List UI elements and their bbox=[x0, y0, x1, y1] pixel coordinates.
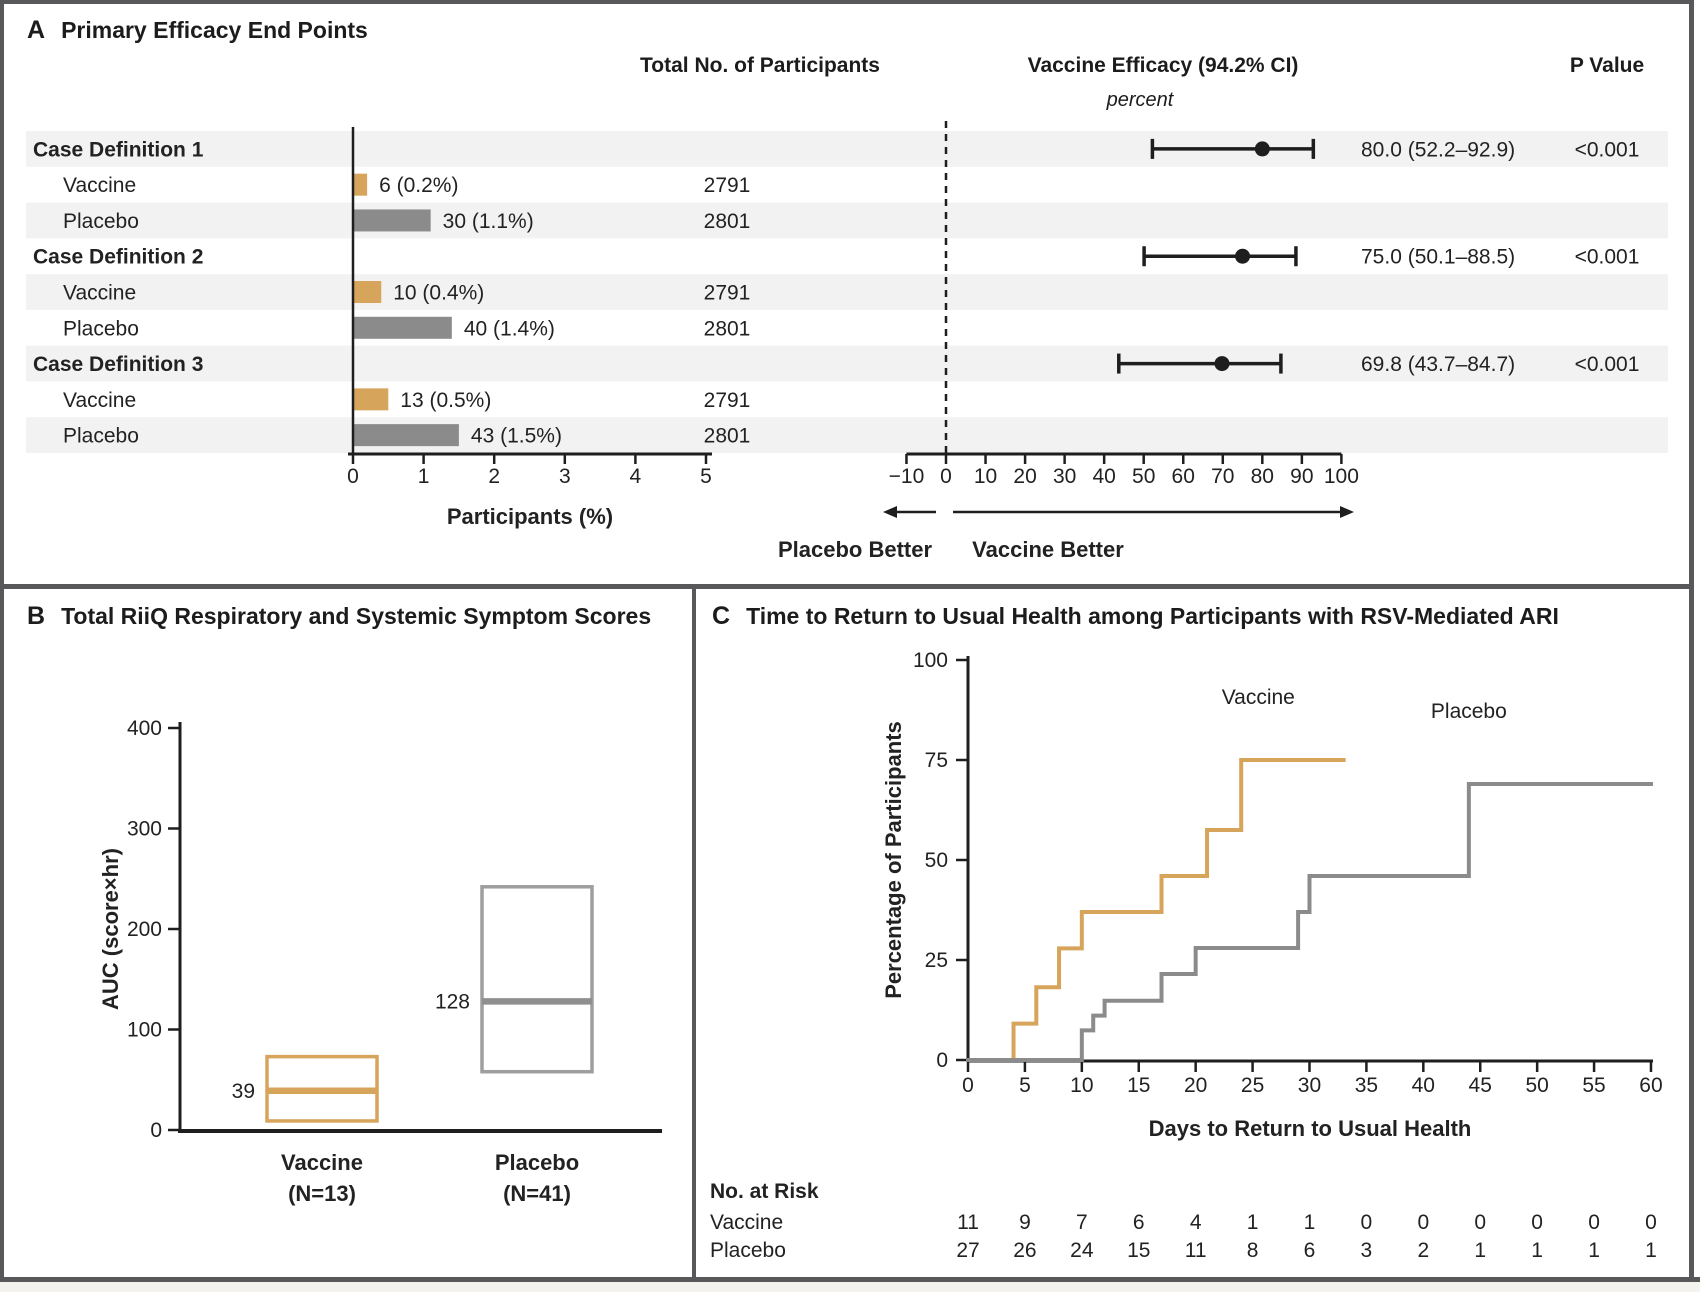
row-label-arm: Placebo bbox=[63, 209, 139, 233]
placebo-category-label: Placebo bbox=[494, 1150, 580, 1175]
panel-a-letter: A bbox=[27, 16, 46, 44]
risk-value: 1 bbox=[1588, 1239, 1600, 1262]
ci-point-estimate bbox=[1255, 141, 1270, 156]
km-x-tick-label: 20 bbox=[1183, 1074, 1208, 1097]
total-n-value: 2791 bbox=[703, 388, 751, 412]
risk-value: 8 bbox=[1246, 1239, 1259, 1262]
placebo-bar bbox=[353, 317, 452, 339]
box-y-tick-label: 0 bbox=[150, 1119, 162, 1142]
placebo-curve-label: Placebo bbox=[1430, 700, 1507, 723]
risk-row-label: Vaccine bbox=[710, 1211, 784, 1234]
ci-point-estimate bbox=[1235, 249, 1250, 264]
km-y-tick-label: 50 bbox=[924, 849, 948, 872]
risk-value: 4 bbox=[1189, 1211, 1202, 1234]
ci-point-estimate bbox=[1214, 356, 1229, 371]
risk-value: 24 bbox=[1070, 1239, 1094, 1262]
panel-b-letter: B bbox=[27, 602, 46, 630]
column-header-percent: percent bbox=[1106, 89, 1174, 111]
vaccine-n-label: (N=13) bbox=[288, 1181, 356, 1206]
vaccine-curve-label: Vaccine bbox=[1221, 686, 1295, 709]
km-x-tick-label: 35 bbox=[1354, 1074, 1379, 1097]
forest-axis-tick-label: 100 bbox=[1323, 465, 1359, 488]
km-y-tick-label: 100 bbox=[912, 649, 948, 672]
bar-axis-tick-label: 5 bbox=[700, 465, 712, 488]
row-label-group: Case Definition 3 bbox=[33, 353, 204, 377]
risk-value: 0 bbox=[1531, 1211, 1543, 1234]
forest-axis-tick-label: 0 bbox=[940, 465, 952, 488]
row-band bbox=[26, 203, 1668, 239]
row-band bbox=[26, 417, 1668, 453]
km-y-axis-title: Percentage of Participants bbox=[881, 721, 906, 999]
vaccine-bar bbox=[353, 388, 388, 410]
km-x-axis-title: Days to Return to Usual Health bbox=[1148, 1116, 1472, 1141]
panel-c-letter: C bbox=[712, 602, 731, 630]
column-header-vaccine-efficacy: Vaccine Efficacy (94.2% CI) bbox=[1027, 54, 1299, 77]
risk-value: 0 bbox=[1474, 1211, 1487, 1234]
vaccine-median-value: 39 bbox=[231, 1079, 255, 1103]
row-band bbox=[26, 274, 1668, 310]
vaccine-better-label: Vaccine Better bbox=[972, 537, 1124, 562]
bar-value-label: 30 (1.1%) bbox=[442, 209, 534, 233]
row-label-arm: Vaccine bbox=[63, 388, 137, 412]
risk-value: 1 bbox=[1474, 1239, 1487, 1262]
forest-axis-tick-label: 70 bbox=[1211, 465, 1235, 488]
placebo-better-arrowhead bbox=[883, 506, 897, 518]
total-n-value: 2801 bbox=[703, 424, 751, 448]
risk-value: 3 bbox=[1360, 1239, 1373, 1262]
bar-value-label: 43 (1.5%) bbox=[470, 424, 562, 448]
km-y-tick-label: 0 bbox=[936, 1049, 948, 1072]
km-y-tick-label: 25 bbox=[924, 949, 948, 972]
bar-value-label: 10 (0.4%) bbox=[393, 281, 485, 305]
risk-value: 7 bbox=[1075, 1211, 1088, 1234]
km-x-tick-label: 60 bbox=[1639, 1074, 1663, 1097]
km-y-tick-label: 75 bbox=[924, 749, 948, 772]
box-y-tick-label: 100 bbox=[126, 1018, 162, 1042]
forest-axis-tick-label: 60 bbox=[1171, 465, 1195, 488]
risk-value: 9 bbox=[1019, 1211, 1031, 1234]
placebo-n-label: (N=41) bbox=[503, 1181, 571, 1206]
risk-value: 26 bbox=[1013, 1239, 1037, 1262]
column-header-p-value: P Value bbox=[1569, 54, 1645, 77]
km-x-tick-label: 30 bbox=[1297, 1074, 1322, 1097]
p-value: <0.001 bbox=[1574, 245, 1640, 269]
forest-axis-tick-label: 40 bbox=[1092, 465, 1116, 488]
risk-value: 6 bbox=[1303, 1239, 1316, 1262]
risk-value: 15 bbox=[1127, 1239, 1151, 1262]
bar-axis-title: Participants (%) bbox=[446, 504, 614, 529]
risk-value: 1 bbox=[1531, 1239, 1543, 1262]
row-label-arm: Placebo bbox=[63, 424, 139, 448]
row-label-arm: Vaccine bbox=[63, 281, 137, 305]
forest-axis-tick-label: 80 bbox=[1250, 465, 1274, 488]
panel-c-title-text: Time to Return to Usual Health among Participants with RSV-Mediated ARI bbox=[746, 603, 1559, 629]
forest-axis-tick-label: 90 bbox=[1290, 465, 1314, 488]
box-y-tick-label: 300 bbox=[126, 817, 162, 841]
p-value: <0.001 bbox=[1574, 353, 1640, 377]
efficacy-value: 75.0 (50.1–88.5) bbox=[1361, 245, 1516, 269]
box-y-tick-label: 400 bbox=[126, 717, 162, 740]
forest-axis-tick-label: 50 bbox=[1132, 465, 1156, 488]
km-x-tick-label: 45 bbox=[1468, 1074, 1492, 1097]
km-x-tick-label: 40 bbox=[1411, 1074, 1435, 1097]
placebo-median-value: 128 bbox=[434, 990, 470, 1014]
placebo-box bbox=[482, 887, 592, 1072]
bar-value-label: 13 (0.5%) bbox=[400, 388, 492, 412]
row-label-arm: Vaccine bbox=[63, 174, 137, 198]
forest-axis-tick-label: 30 bbox=[1052, 465, 1077, 488]
km-x-tick-label: 0 bbox=[962, 1074, 974, 1097]
placebo-better-label: Placebo Better bbox=[777, 537, 933, 562]
risk-value: 0 bbox=[1417, 1211, 1430, 1234]
total-n-value: 2801 bbox=[703, 209, 751, 233]
vaccine-bar bbox=[353, 174, 367, 196]
vaccine-better-arrowhead bbox=[1340, 506, 1354, 518]
risk-value: 11 bbox=[957, 1211, 979, 1234]
box-y-tick-label: 200 bbox=[126, 918, 162, 941]
km-x-tick-label: 15 bbox=[1127, 1074, 1151, 1097]
km-x-tick-label: 25 bbox=[1240, 1074, 1265, 1097]
box-y-axis-title: AUC (score×hr) bbox=[98, 848, 123, 1010]
bar-axis-tick-label: 0 bbox=[347, 465, 359, 488]
vaccine-km-curve bbox=[968, 760, 1344, 1060]
risk-value: 0 bbox=[1645, 1211, 1657, 1234]
bar-axis-tick-label: 1 bbox=[417, 465, 430, 488]
panel-b-title-text: Total RiiQ Respiratory and Systemic Symptom Scores bbox=[61, 603, 652, 629]
km-x-tick-label: 10 bbox=[1070, 1074, 1094, 1097]
placebo-km-curve bbox=[968, 784, 1651, 1060]
risk-table-title: No. at Risk bbox=[710, 1180, 819, 1203]
column-header-total-participants: Total No. of Participants bbox=[640, 54, 880, 77]
total-n-value: 2791 bbox=[703, 281, 751, 305]
km-x-tick-label: 50 bbox=[1525, 1074, 1549, 1097]
bar-value-label: 6 (0.2%) bbox=[379, 174, 459, 198]
risk-value: 11 bbox=[1184, 1239, 1207, 1262]
risk-value: 2 bbox=[1417, 1239, 1430, 1262]
row-label-group: Case Definition 2 bbox=[33, 245, 204, 269]
risk-value: 1 bbox=[1645, 1239, 1657, 1262]
km-x-tick-label: 55 bbox=[1582, 1074, 1606, 1097]
bar-value-label: 40 (1.4%) bbox=[463, 317, 555, 341]
bar-axis-tick-label: 3 bbox=[558, 465, 571, 488]
bar-axis-tick-label: 2 bbox=[488, 465, 501, 488]
forest-axis-tick-label: 10 bbox=[973, 465, 998, 488]
km-x-tick-label: 5 bbox=[1019, 1074, 1031, 1097]
placebo-bar bbox=[353, 424, 459, 446]
total-n-value: 2801 bbox=[703, 317, 751, 341]
risk-value: 27 bbox=[956, 1239, 980, 1262]
p-value: <0.001 bbox=[1574, 138, 1640, 162]
efficacy-value: 80.0 (52.2–92.9) bbox=[1361, 138, 1516, 162]
panel-a-title-text: Primary Efficacy End Points bbox=[61, 17, 368, 43]
risk-value: 0 bbox=[1360, 1211, 1373, 1234]
vaccine-category-label: Vaccine bbox=[281, 1150, 363, 1175]
row-label-group: Case Definition 1 bbox=[33, 138, 204, 162]
risk-value: 1 bbox=[1303, 1211, 1316, 1234]
placebo-bar bbox=[353, 209, 431, 231]
risk-value: 1 bbox=[1246, 1211, 1259, 1234]
risk-value: 6 bbox=[1132, 1211, 1145, 1234]
efficacy-value: 69.8 (43.7–84.7) bbox=[1361, 353, 1516, 377]
forest-axis-tick-label: 20 bbox=[1013, 465, 1037, 488]
row-label-arm: Placebo bbox=[63, 317, 139, 341]
risk-row-label: Placebo bbox=[710, 1239, 786, 1262]
risk-value: 0 bbox=[1588, 1211, 1600, 1234]
vaccine-bar bbox=[353, 281, 381, 303]
bar-axis-tick-label: 4 bbox=[629, 465, 642, 488]
forest-axis-tick-label: −10 bbox=[888, 465, 925, 488]
total-n-value: 2791 bbox=[703, 174, 751, 198]
